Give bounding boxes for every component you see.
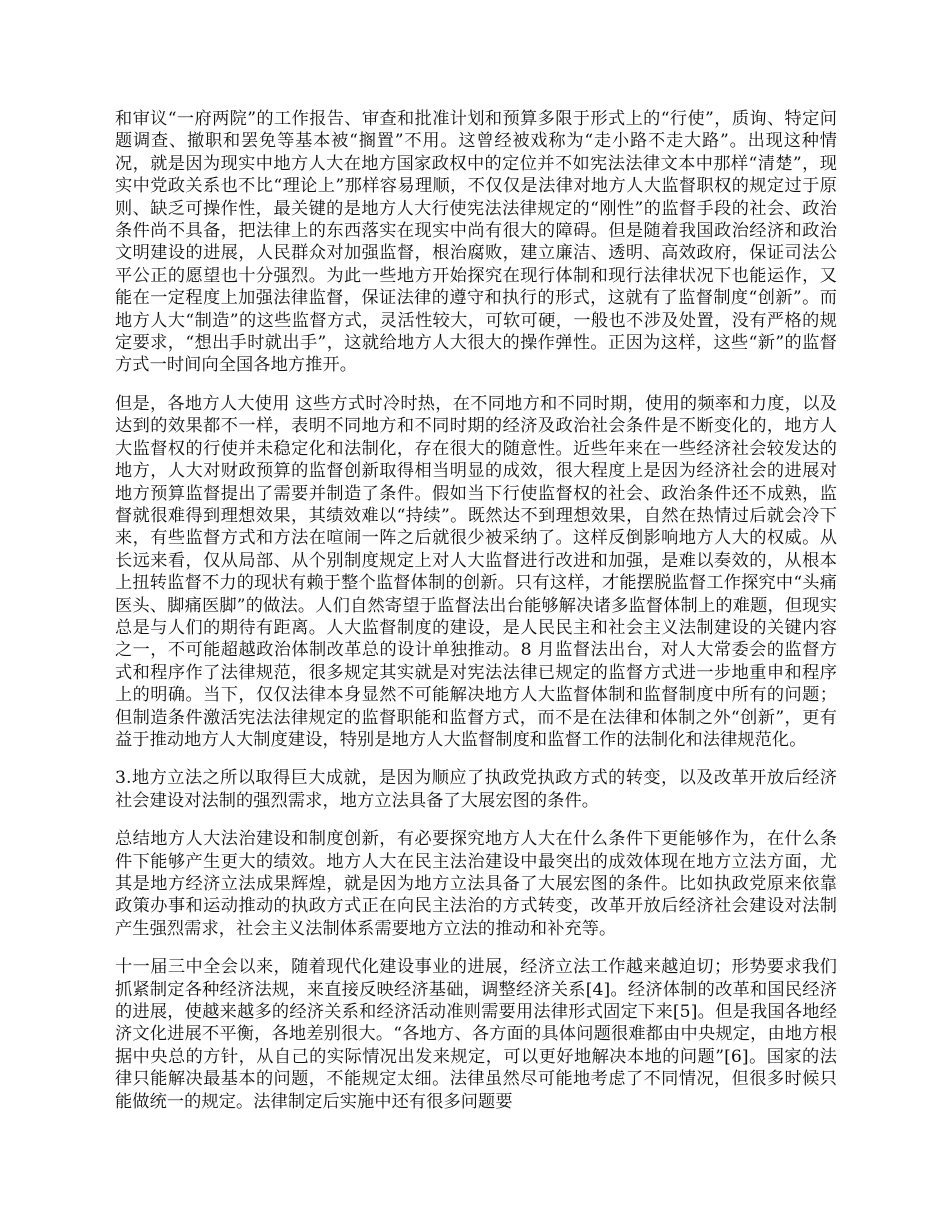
document-body	[115, 108, 837, 1129]
paragraph-3: 3.地方立法之所以取得巨大成就，是因为顺应了执政党执政方式的转变，以及改革开放后经济社会建设对法制的强烈需求，地方立法具备了大展宏图的条件。	[115, 768, 837, 811]
paragraph-4: 总结地方人大法治建设和制度创新，有必要探究地方人大在什么条件下更能够作为，在什么条件下能够产生更大的绩效。地方人大在民主法治建设中最突出的成效体现在地方立法方面，尤其是地方经济立法成果辉煌，就是因为地方立法具备了大展宏图的条件。比如执政党原来依靠政策办事和运动推动的执政方式正在向民主法治的方式转变，改革开放后经济社会建设对法制产生强烈需求，社会主义法制体系需要地方立法的推动和补充等。	[115, 829, 837, 939]
paragraph-1: 和审议“一府两院”的工作报告、审查和批准计划和预算多限于形式上的“行使”，质询、特定问题调查、撤职和罢免等基本被“搁置”不用。这曾经被戏称为“走小路不走大路”。出现这种情况，就是因为现实中地方人大在地方国家政权中的定位并不如宪法法律文本中那样“清楚”，现实中党政关系也不比“理论上”那样容易理顺，不仅仅是法律对地方人大监督职权的规定过于原则、缺乏可操作性，最关键的是地方人大行使宪法法律规定的“刚性”的监督手段的社会、政治条件尚不具备，把法律上的东西落实在现实中尚有很大的障碍。但是随着我国政治经济和政治文明建设的进展，人民群众对加强监督，根治腐败，建立廉洁、透明、高效政府，保证司法公平公正的愿望也十分强烈。为此一些地方开始探究在现行体制和现行法律状况下也能运作，又能在一定程度上加强法律监督，保证法律的遵守和执行的形式，这就有了监督制度“创新”。而地方人大“制造”的这些监督方式，灵活性较大，可软可硬，一般也不涉及处置，没有严格的规定要求，“想出手时就出手”，这就给地方人大很大的操作弹性。正因为这样，这些“新”的监督方式一时间向全国各地方推开。	[115, 109, 837, 376]
paragraph-5: 十一届三中全会以来，随着现代化建设事业的进展，经济立法工作越来越迫切；形势要求我们抓紧制定各种经济法规，来直接反映经济基础，调整经济关系[4]。经济体制的改革和国民经济的进展，使越来越多的经济关系和经济活动准则需要用法律形式固定下来[5]。但是我国各地经济文化进展不平衡，各地差别很大。“各地方、各方面的具体问题很难都由中央规定，由地方根据中央总的方针，从自己的实际情况出发来规定，可以更好地解决本地的问题”[6]。国家的法律只能解决最基本的问题，不能规定太细。法律虽然尽可能地考虑了不同情况，但很多时候只能做统一的规定。法律制定后实施中还有很多问题要	[115, 957, 837, 1112]
paragraph-2: 但是，各地方人大使用 这些方式时冷时热，在不同地方和不同时期，使用的频率和力度，以及达到的效果都不一样，表明不同地方和不同时期的经济及政治社会条件是不断变化的，地方人大监督权的行使并未稳定化和法制化，存在很大的随意性。近些年来在一些经济社会较发达的地方，人大对财政预算的监督创新取得相当明显的成效，很大程度上是因为经济社会的进展对地方预算监督提出了需要并制造了条件。假如当下行使监督权的社会、政治条件还不成熟，监督就很难得到理想效果，其绩效难以“持续”。既然达不到理想效果，自然在热情过后就会冷下来，有些监督方式和方法在喧闹一阵之后就很少被采纳了。这样反倒影响地方人大的权威。从长远来看，仅从局部、从个别制度规定上对人大监督进行改进和加强，是难以奏效的，从根本上扭转监督不力的现状有赖于整个监督体制的创新。只有这样，才能摆脱监督工作探究中“头痛医头、脚痛医脚”的做法。人们自然寄望于监督法出台能够解决诸多监督体制上的难题，但现实总是与人们的期待有距离。人大监督制度的建设，是人民民主和社会主义法制建设的关键内容之一，不可能超越政治体制改革总的设计单独推动。8 月监督法出台，对人大常委会的监督方式和程序作了法律规范，很多规定其实就是对宪法法律已规定的监督方式进一步地重申和程序上的明确。当下，仅仅法律本身显然不可能解决地方人大监督体制和监督制度中所有的问题；但制造条件激活宪法法律规定的监督职能和监督方式，而不是在法律和体制之外“创新”，更有益于推动地方人大制度建设，特别是地方人大监督制度和监督工作的法制化和法律规范化。	[115, 393, 837, 750]
